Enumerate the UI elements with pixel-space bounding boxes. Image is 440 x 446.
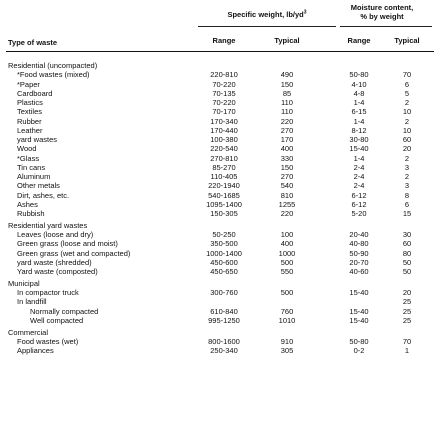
moisture-range-cell: 15-40 bbox=[349, 288, 369, 297]
moisture-typical-cell: 1 bbox=[404, 346, 410, 355]
waste-type-cell: *Food wastes (mixed) bbox=[17, 70, 90, 80]
moisture-range-cell: 1-4 bbox=[353, 98, 365, 107]
table-row bbox=[0, 337, 440, 346]
moisture-range-cell: 1-4 bbox=[353, 153, 365, 163]
moisture-range-cell: 8-12 bbox=[351, 125, 367, 135]
moisture-range-cell: 0-2 bbox=[353, 346, 365, 355]
waste-type-cell: Food wastes (wet) bbox=[17, 336, 79, 346]
table-row bbox=[0, 346, 440, 355]
weight-typical-cell: 110 bbox=[281, 107, 293, 117]
moisture-typical-cell: 30 bbox=[402, 230, 412, 239]
waste-type-cell: Leaves (loose and dry) bbox=[17, 230, 94, 239]
table-row bbox=[0, 200, 440, 209]
table-row bbox=[0, 107, 440, 116]
moisture-range-cell: 2-4 bbox=[353, 181, 365, 191]
moisture-typical-cell: 10 bbox=[402, 125, 412, 135]
weight-range-cell: 150-305 bbox=[210, 209, 238, 218]
moisture-typical-cell: 70 bbox=[402, 70, 412, 80]
waste-type-cell: Textiles bbox=[17, 107, 43, 117]
moisture-typical-cell: 50 bbox=[402, 257, 412, 267]
weight-range-cell: 70-220 bbox=[212, 79, 236, 89]
waste-type-cell: Wood bbox=[17, 144, 37, 154]
moisture-typical-cell: 6 bbox=[404, 79, 410, 89]
weight-typical-cell: 1010 bbox=[278, 315, 296, 325]
weight-typical-cell: 490 bbox=[280, 70, 294, 80]
moisture-range-cell: 40-80 bbox=[349, 239, 369, 249]
waste-type-cell: In landfill bbox=[17, 297, 47, 307]
weight-range-cell: 1095-1400 bbox=[206, 199, 242, 209]
moisture-range-cell: 4-10 bbox=[351, 79, 367, 89]
waste-type-cell: Leather bbox=[17, 125, 43, 135]
table-row bbox=[0, 230, 440, 239]
moisture-typical-cell: 50 bbox=[402, 267, 412, 276]
moisture-typical-cell: 5 bbox=[404, 88, 410, 98]
moisture-header-line2: % by weight bbox=[360, 12, 404, 21]
weight-range-cell: 250-340 bbox=[210, 346, 238, 355]
weight-typical-cell: 330 bbox=[280, 153, 294, 163]
waste-type-cell: yard wastes bbox=[17, 135, 58, 144]
table-row bbox=[0, 126, 440, 135]
weight-range-cell: 170-340 bbox=[210, 116, 238, 126]
moisture-typical-cell: 6 bbox=[404, 199, 410, 209]
weight-typical-cell: 1000 bbox=[278, 248, 296, 258]
weight-range-cell: 220-810 bbox=[210, 70, 238, 80]
moisture-range-cell: 15-40 bbox=[349, 315, 369, 325]
section-header-row bbox=[0, 279, 440, 288]
table-row bbox=[0, 258, 440, 267]
weight-typical-cell: 550 bbox=[280, 267, 294, 276]
table-row bbox=[0, 163, 440, 172]
table-row bbox=[0, 249, 440, 258]
moisture-typical-cell: 25 bbox=[402, 297, 412, 307]
weight-typical-cell: 220 bbox=[280, 209, 294, 218]
weight-range-cell: 85-270 bbox=[212, 162, 236, 172]
moisture-rule bbox=[340, 26, 432, 27]
weight-typical-cell: 810 bbox=[280, 190, 294, 200]
moisture-range-cell: 15-40 bbox=[349, 144, 369, 154]
waste-type-cell: *Paper bbox=[17, 79, 40, 89]
moisture-range-cell: 2-4 bbox=[353, 162, 365, 172]
waste-type-cell: Plastics bbox=[17, 98, 43, 107]
table-row bbox=[0, 135, 440, 144]
weight-range-cell: 800-1600 bbox=[208, 336, 240, 346]
moisture-range-cell: 5-20 bbox=[351, 209, 367, 218]
waste-type-cell: Green grass (wet and compacted) bbox=[17, 248, 131, 258]
table-body bbox=[0, 61, 440, 355]
moisture-typical-cell: 20 bbox=[402, 144, 412, 154]
range-header: Range bbox=[212, 36, 236, 45]
moisture-typical-cell: 80 bbox=[402, 248, 412, 258]
section-label: Commercial bbox=[8, 327, 49, 337]
table-row bbox=[0, 89, 440, 98]
moisture-typical-header: Typical bbox=[394, 36, 420, 45]
weight-typical-cell: 400 bbox=[280, 144, 294, 154]
section-label: Residential yard wastes bbox=[8, 220, 88, 230]
moisture-range-cell: 30-80 bbox=[349, 135, 369, 144]
weight-typical-cell: 100 bbox=[280, 230, 294, 239]
moisture-typical-cell: 25 bbox=[402, 315, 412, 325]
waste-type-cell: Rubber bbox=[17, 116, 42, 126]
section-label: Municipal bbox=[8, 278, 40, 288]
moisture-typical-cell: 15 bbox=[402, 209, 412, 218]
table-row bbox=[0, 267, 440, 276]
specific-weight-rule bbox=[198, 26, 336, 27]
moisture-range-cell: 40-60 bbox=[349, 267, 369, 276]
waste-type-cell: Cardboard bbox=[17, 88, 53, 98]
waste-type-cell: Green grass (loose and moist) bbox=[17, 239, 118, 249]
table-row bbox=[0, 117, 440, 126]
weight-range-cell: 50-250 bbox=[212, 230, 236, 239]
weight-typical-cell: 220 bbox=[280, 116, 294, 126]
moisture-typical-cell: 2 bbox=[404, 153, 410, 163]
moisture-typical-cell: 2 bbox=[404, 98, 410, 107]
table-row bbox=[0, 191, 440, 200]
table-row bbox=[0, 307, 440, 316]
section-header-row bbox=[0, 328, 440, 337]
moisture-typical-cell: 8 bbox=[404, 190, 410, 200]
table-row bbox=[0, 80, 440, 89]
moisture-range-cell: 4-8 bbox=[353, 88, 365, 98]
moisture-range-cell: 50-80 bbox=[349, 70, 369, 80]
waste-type-cell: Aluminum bbox=[17, 172, 51, 181]
typical-header: Typical bbox=[274, 36, 300, 45]
moisture-range-cell: 50-90 bbox=[349, 248, 369, 258]
moisture-typical-cell: 70 bbox=[402, 336, 412, 346]
header-bottom-rule bbox=[6, 51, 434, 52]
weight-range-cell: 300-760 bbox=[210, 288, 238, 297]
table-row bbox=[0, 297, 440, 306]
weight-typical-cell: 1255 bbox=[278, 199, 296, 209]
table-row bbox=[0, 181, 440, 190]
moisture-typical-cell: 20 bbox=[402, 288, 412, 297]
weight-range-cell: 100-380 bbox=[210, 135, 238, 144]
weight-typical-cell: 110 bbox=[281, 98, 293, 107]
moisture-typical-cell: 25 bbox=[402, 306, 412, 316]
moisture-range-cell: 6-12 bbox=[351, 199, 367, 209]
moisture-typical-cell: 3 bbox=[404, 162, 410, 172]
weight-range-cell: 450-600 bbox=[210, 257, 238, 267]
section-header-row bbox=[0, 221, 440, 230]
table-row bbox=[0, 154, 440, 163]
weight-typical-cell: 150 bbox=[280, 79, 294, 89]
table-row bbox=[0, 70, 440, 79]
table-row bbox=[0, 98, 440, 107]
waste-type-cell: Tin cans bbox=[17, 162, 46, 172]
table-row bbox=[0, 172, 440, 181]
weight-typical-cell: 170 bbox=[280, 135, 294, 144]
table-row bbox=[0, 144, 440, 153]
waste-type-cell: In compactor truck bbox=[17, 288, 79, 297]
waste-type-cell: *Glass bbox=[17, 153, 40, 163]
waste-type-cell: Dirt, ashes, etc. bbox=[17, 190, 70, 200]
weight-range-cell: 70-220 bbox=[212, 98, 236, 107]
weight-typical-cell: 270 bbox=[280, 125, 294, 135]
moisture-range-cell: 1-4 bbox=[353, 116, 365, 126]
waste-type-cell: yard waste (shredded) bbox=[17, 257, 92, 267]
specific-weight-header bbox=[198, 10, 336, 19]
weight-typical-cell: 270 bbox=[280, 172, 294, 181]
waste-type-cell: Appliances bbox=[17, 346, 54, 355]
weight-range-cell: 1000-1400 bbox=[206, 248, 242, 258]
weight-range-cell: 170-440 bbox=[210, 125, 238, 135]
weight-typical-cell: 400 bbox=[280, 239, 294, 249]
moisture-typical-cell: 2 bbox=[404, 172, 410, 181]
moisture-typical-cell: 10 bbox=[402, 107, 412, 117]
moisture-range-cell: 15-40 bbox=[349, 306, 369, 316]
section-label: Residential (uncompacted) bbox=[8, 61, 98, 70]
table-row bbox=[0, 316, 440, 325]
weight-range-cell: 220-540 bbox=[210, 144, 238, 154]
weight-typical-cell: 500 bbox=[280, 257, 294, 267]
waste-type-cell: Other metals bbox=[17, 181, 60, 191]
table-row bbox=[0, 288, 440, 297]
weight-range-cell: 70-170 bbox=[212, 107, 236, 117]
moisture-range-cell: 6-15 bbox=[351, 107, 367, 117]
moisture-typical-cell: 60 bbox=[402, 135, 412, 144]
specific-weight-title: Specific weight, lb/yd bbox=[227, 10, 304, 19]
specific-weight-unit-sup: 3 bbox=[303, 9, 307, 16]
moisture-range-cell: 20-70 bbox=[349, 257, 369, 267]
weight-range-cell: 270-810 bbox=[210, 153, 238, 163]
moisture-typical-cell: 60 bbox=[402, 239, 412, 249]
moisture-range-header: Range bbox=[347, 36, 371, 45]
weight-typical-cell: 540 bbox=[280, 181, 294, 191]
type-of-waste-header: Type of waste bbox=[8, 38, 58, 47]
weight-typical-cell: 910 bbox=[280, 336, 294, 346]
moisture-range-cell: 2-4 bbox=[353, 172, 365, 181]
weight-typical-cell: 85 bbox=[282, 88, 292, 98]
weight-range-cell: 450-650 bbox=[210, 267, 238, 276]
waste-type-cell: Well compacted bbox=[30, 315, 84, 325]
moisture-header-line1: Moisture content, bbox=[350, 3, 414, 12]
weight-range-cell: 995-1250 bbox=[208, 315, 240, 325]
table-row bbox=[0, 209, 440, 218]
weight-range-cell: 610-840 bbox=[210, 306, 238, 316]
table-row bbox=[0, 239, 440, 248]
weight-range-cell: 70-135 bbox=[212, 88, 236, 98]
waste-type-cell: Rubbish bbox=[17, 209, 45, 218]
weight-typical-cell: 305 bbox=[280, 346, 294, 355]
waste-type-cell: Ashes bbox=[17, 199, 38, 209]
weight-typical-cell: 760 bbox=[280, 306, 294, 316]
section-header-row bbox=[0, 61, 440, 70]
moisture-typical-cell: 2 bbox=[404, 116, 410, 126]
weight-range-cell: 220-1940 bbox=[208, 181, 240, 191]
moisture-typical-cell: 3 bbox=[404, 181, 410, 191]
waste-type-cell: Yard waste (composted) bbox=[17, 267, 98, 276]
waste-type-cell: Normally compacted bbox=[30, 306, 99, 316]
weight-range-cell: 540-1685 bbox=[208, 190, 240, 200]
moisture-range-cell: 50-80 bbox=[349, 336, 369, 346]
weight-range-cell: 350-500 bbox=[210, 239, 238, 249]
moisture-range-cell: 20-40 bbox=[349, 230, 369, 239]
weight-typical-cell: 150 bbox=[280, 162, 294, 172]
weight-typical-cell: 500 bbox=[280, 288, 294, 297]
weight-range-cell: 110-405 bbox=[210, 172, 238, 181]
moisture-range-cell: 6-12 bbox=[351, 190, 367, 200]
